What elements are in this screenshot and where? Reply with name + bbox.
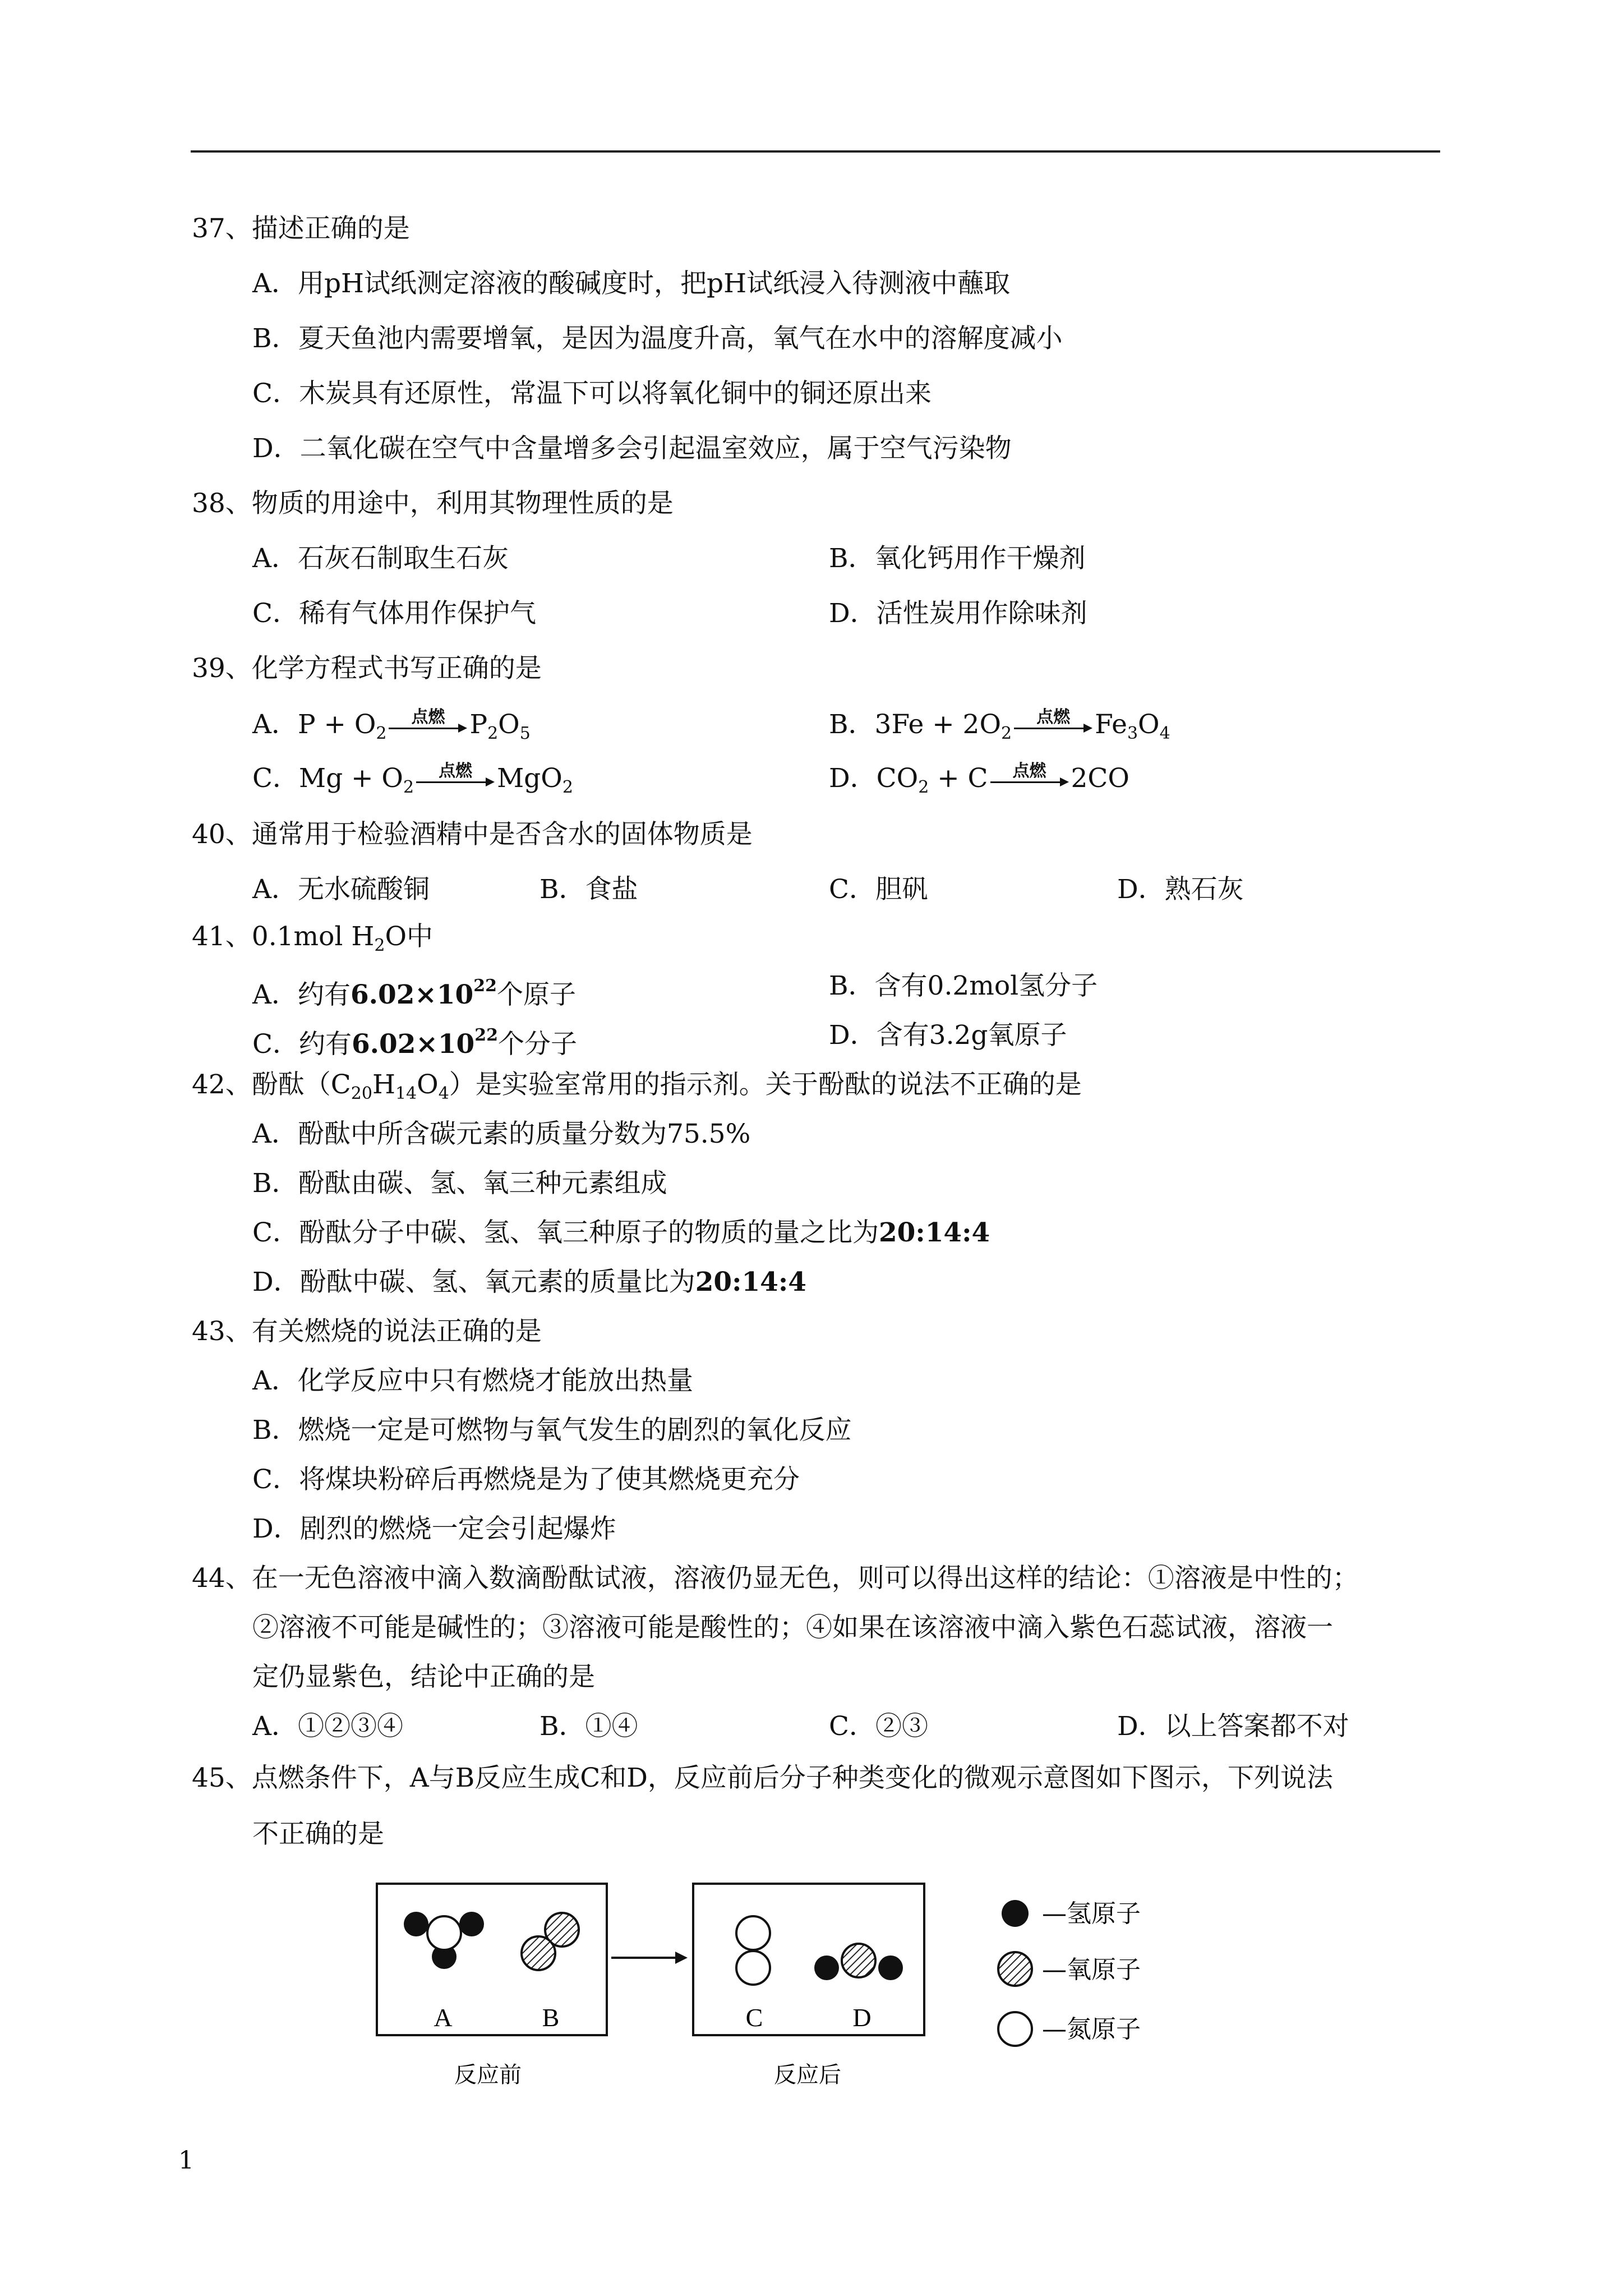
question-38-option-c: C．稀有气体用作保护气 (252, 598, 536, 629)
question-37-option-d: D．二氧化碳在空气中含量增多会引起温室效应，属于空气污染物 (252, 433, 1012, 464)
question-42-option-c: C．酚酞分子中碳、氢、氧三种原子的物质的量之比为20:14:4 (252, 1217, 990, 1248)
question-43-option-d: D．剧烈的燃烧一定会引起爆炸 (252, 1513, 616, 1544)
hydrogen-atom (459, 1912, 484, 1936)
question-39-stem: 39、化学方程式书写正确的是 (192, 653, 542, 684)
hydrogen-atom (814, 1955, 839, 1980)
condition-label: 点燃 (1012, 761, 1046, 781)
question-40-option-c: C．胆矾 (829, 874, 928, 905)
question-42-option-d: D．酚酞中碳、氢、氧元素的质量比为20:14:4 (252, 1267, 806, 1297)
caption-before: 反应前 (454, 2062, 522, 2088)
hydrogen-atom (404, 1912, 428, 1936)
before-reaction-box (377, 1884, 607, 2035)
condition-label: 点燃 (1036, 707, 1071, 727)
question-37-option-b: B．夏天鱼池内需要增氧，是因为温度升高，氧气在水中的溶解度减小 (252, 323, 1063, 354)
question-39-option-b: B．$3Fe + 2O_2$ 点燃 $Fe_3O_4$ (829, 708, 1170, 751)
question-41-stem: 41、0.1mol $H_2O$中 (192, 921, 434, 955)
question-43-option-a: A．化学反应中只有燃烧才能放出热量 (252, 1365, 693, 1396)
legend-hydrogen-label: —氢原子 (1042, 1899, 1141, 1928)
question-37-stem: 37、描述正确的是 (192, 213, 410, 244)
question-37-option-c: C．木炭具有还原性，常温下可以将氧化铜中的铜还原出来 (252, 378, 932, 409)
oxygen-atom (522, 1936, 555, 1970)
hydrogen-atom (878, 1955, 903, 1980)
legend-nitrogen-label: —氮原子 (1042, 2015, 1141, 2044)
question-44-option-a: A．①②③④ (252, 1711, 403, 1742)
legend-hydrogen-swatch (1002, 1900, 1029, 1927)
condition-label: 点燃 (411, 707, 445, 727)
legend-oxygen-label: —氧原子 (1042, 1955, 1141, 1984)
question-41-option-c: C．约有$6.02\times 10^{22}$个分子 (252, 1025, 577, 1060)
question-43-option-c: C．将煤块粉碎后再燃烧是为了使其燃烧更充分 (252, 1464, 800, 1495)
question-43-option-b: B．燃烧一定是可燃物与氧气发生的剧烈的氧化反应 (252, 1415, 852, 1446)
legend (998, 1899, 1141, 2046)
nitrogen-atom (427, 1916, 461, 1950)
question-44-option-c: C．②③ (829, 1711, 928, 1742)
question-42-option-b: B．酚酞由碳、氢、氧三种元素组成 (252, 1168, 667, 1199)
question-44-stem-line-3: 定仍显紫色，结论中正确的是 (252, 1662, 595, 1692)
question-40-option-a: A．无水硫酸铜 (252, 874, 430, 905)
molecule-a (404, 1912, 484, 1969)
molecule-b (522, 1913, 579, 1970)
question-40-option-b: B．食盐 (540, 874, 638, 905)
question-45-stem-line-2: 不正确的是 (252, 1819, 384, 1849)
question-39-option-c: C．$Mg + O_2$ 点燃 MgO$_2$ (252, 762, 573, 804)
nitrogen-atom (736, 1916, 770, 1950)
question-41-option-d: D．含有3.2g氧原子 (829, 1020, 1067, 1051)
condition-label: 点燃 (439, 761, 473, 781)
molecule-c (736, 1916, 770, 1985)
question-45-stem-line-1: 45、点燃条件下，A与B反应生成C和D，反应前后分子种类变化的微观示意图如下图示，下列说法 (192, 1763, 1333, 1793)
nitrogen-atom (736, 1951, 770, 1985)
question-40-stem: 40、通常用于检验酒精中是否含水的固体物质是 (192, 819, 753, 850)
molecule-d-label: D (852, 2003, 872, 2032)
question-42-option-a: A．酚酞中所含碳元素的质量分数为75.5% (252, 1119, 751, 1149)
question-41-option-b: B．含有0.2mol氢分子 (829, 970, 1098, 1001)
question-37-option-a: A．用pH试纸测定溶液的酸碱度时，把pH试纸浸入待测液中蘸取 (252, 268, 1011, 299)
question-41-option-a: A．约有$6.02\times 10^{22}$个原子 (252, 976, 576, 1010)
question-44-stem-line-1: 44、在一无色溶液中滴入数滴酚酞试液，溶液仍显无色，则可以得出这样的结论：①溶液是中性的； (192, 1563, 1359, 1594)
question-42-stem: 42、酚酞$(C_{20}H_{14}O_4)$是实验室常用的指示剂。关于酚酞的说法不正确的是 (192, 1069, 1082, 1103)
legend-nitrogen-swatch (998, 2012, 1032, 2046)
question-38-stem: 38、物质的用途中，利用其物理性质的是 (192, 488, 674, 519)
reaction-arrow (611, 1952, 688, 1964)
question-44-option-b: B．①④ (540, 1711, 638, 1742)
question-38-option-d: D．活性炭用作除味剂 (829, 598, 1087, 629)
oxygen-atom (842, 1944, 875, 1977)
question-38-option-a: A．石灰石制取生石灰 (252, 543, 509, 574)
question-38-option-b: B．氧化钙用作干燥剂 (829, 543, 1086, 574)
question-40-option-d: D．熟石灰 (1117, 874, 1244, 905)
molecule-b-label: B (542, 2003, 560, 2032)
question-44-stem-line-2: ②溶液不可能是碱性的；③溶液可能是酸性的；④如果在该溶液中滴入紫色石蕊试液，溶液一 (252, 1612, 1333, 1643)
question-44-option-d: D．以上答案都不对 (1117, 1711, 1349, 1742)
legend-oxygen-swatch (998, 1952, 1032, 1986)
question-39-option-a: A．$P + O_2$ 点燃 $P_2O_5$ (252, 708, 531, 751)
question-39-option-d: D．$CO_2 + C$ 点燃 2CO (829, 762, 1129, 804)
page-number: 1 (178, 2146, 194, 2175)
molecule-c-label: C (745, 2003, 763, 2032)
question-43-stem: 43、有关燃烧的说法正确的是 (192, 1316, 542, 1347)
molecule-d (814, 1944, 903, 1980)
caption-after: 反应后 (774, 2062, 841, 2088)
molecule-a-label: A (434, 2003, 453, 2032)
